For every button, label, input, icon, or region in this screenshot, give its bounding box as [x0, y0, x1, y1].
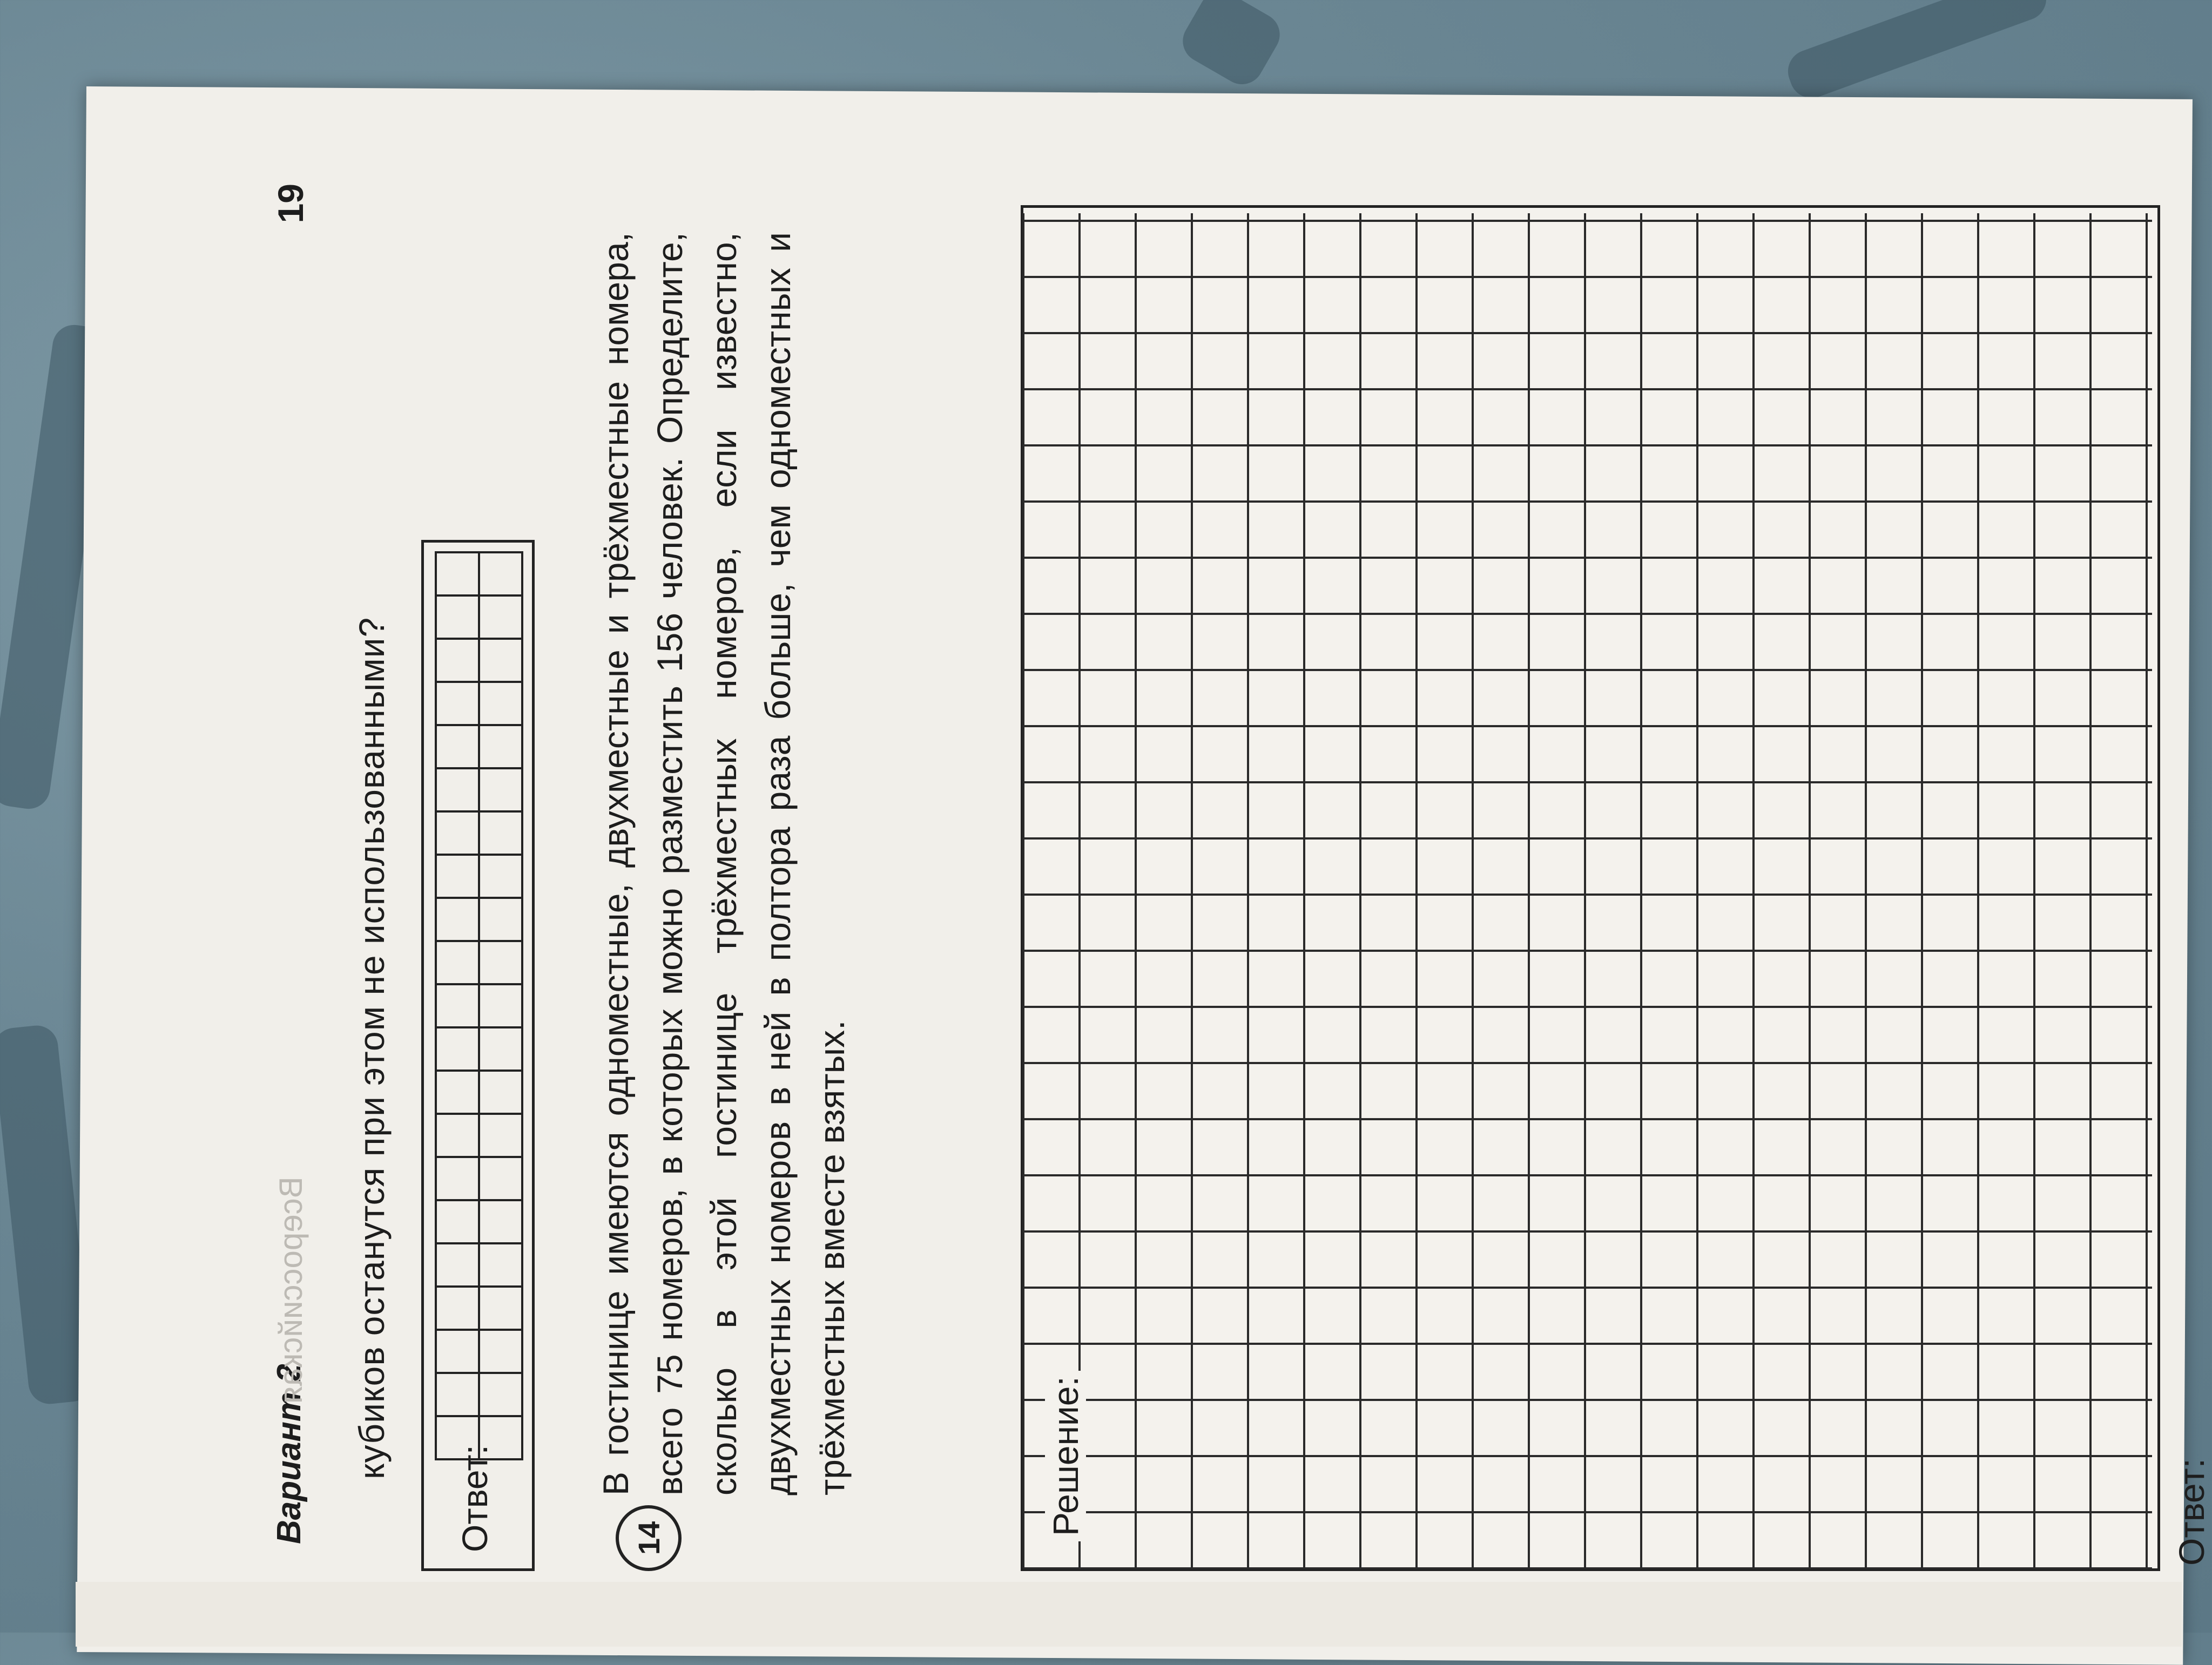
answer-cell[interactable] — [478, 983, 523, 1028]
answer-cells[interactable] — [435, 553, 521, 1460]
answer-cell[interactable] — [435, 897, 480, 942]
page-content — [162, 173, 2211, 1576]
question-13-tail: кубиков останутся при этом не использованными? — [352, 617, 392, 1479]
answer-cell[interactable] — [478, 810, 523, 856]
answer-cell[interactable] — [478, 1026, 523, 1072]
answer-cell[interactable] — [435, 1199, 480, 1244]
answer-cell[interactable] — [435, 854, 480, 899]
answer-cell[interactable] — [435, 1026, 480, 1072]
answer-cell[interactable] — [435, 1242, 480, 1288]
answer-cell[interactable] — [435, 724, 480, 769]
answer-cell[interactable] — [478, 1070, 523, 1115]
answer-cell[interactable] — [478, 1372, 523, 1417]
answer-cell[interactable] — [435, 1113, 480, 1158]
answer-cell[interactable] — [478, 1329, 523, 1374]
answer-cell[interactable] — [435, 1070, 480, 1115]
answer-cell[interactable] — [435, 1156, 480, 1201]
answer-cell[interactable] — [478, 1156, 523, 1201]
answer-cell[interactable] — [435, 551, 480, 597]
answer-cell[interactable] — [435, 1285, 480, 1331]
answer-cell[interactable] — [435, 1415, 480, 1460]
answer-cell[interactable] — [435, 983, 480, 1028]
page-edge — [76, 1582, 2182, 1647]
solution-grid — [1023, 208, 2157, 1568]
answer-cell[interactable] — [478, 1285, 523, 1331]
page-header — [270, 184, 313, 1544]
answer-label-14: Ответ: — [2171, 1458, 2211, 1566]
solution-label: Решение: — [1045, 1371, 1086, 1541]
page-number: 19 — [271, 184, 311, 224]
blanket-fold — [1782, 0, 2053, 104]
answer-cell[interactable] — [478, 897, 523, 942]
answer-cell[interactable] — [478, 1113, 523, 1158]
answer-cell[interactable] — [435, 1372, 480, 1417]
task-14-text: В гостинице имеются одноместные, двухместные и трёхместные номера, всего 75 номеров, в которых можно разместить 156 человек. Определите, сколько в этой гостинице трёхместных номеров, если известно, двухместных номеров в ней в полтора раза больше, чем одноместных и трёхместных вместе взятых. — [596, 232, 852, 1495]
answer-label: Ответ: — [455, 1445, 495, 1552]
answer-box-13 — [421, 540, 535, 1571]
answer-cell[interactable] — [478, 767, 523, 813]
variant-label: Вариант 2 — [271, 1364, 308, 1544]
answer-cell[interactable] — [478, 724, 523, 769]
task-number-badge: 14 — [616, 1505, 682, 1571]
answer-cell[interactable] — [435, 1329, 480, 1374]
blanket-fold — [1175, 0, 1288, 92]
answer-cell[interactable] — [435, 810, 480, 856]
bleed-through-text: Всероссийская — [273, 1176, 309, 1404]
answer-cell[interactable] — [435, 940, 480, 985]
solution-area[interactable] — [1021, 205, 2160, 1571]
answer-cell[interactable] — [478, 638, 523, 683]
answer-cell[interactable] — [435, 638, 480, 683]
answer-cell[interactable] — [478, 1199, 523, 1244]
answer-cell[interactable] — [435, 681, 480, 726]
answer-cell[interactable] — [478, 681, 523, 726]
answer-cell[interactable] — [478, 1415, 523, 1460]
answer-cell[interactable] — [435, 767, 480, 813]
answer-cell[interactable] — [478, 594, 523, 640]
answer-cell[interactable] — [435, 594, 480, 640]
answer-cell[interactable] — [478, 854, 523, 899]
answer-cell[interactable] — [478, 940, 523, 985]
answer-cell[interactable] — [478, 551, 523, 597]
answer-cell[interactable] — [478, 1242, 523, 1288]
